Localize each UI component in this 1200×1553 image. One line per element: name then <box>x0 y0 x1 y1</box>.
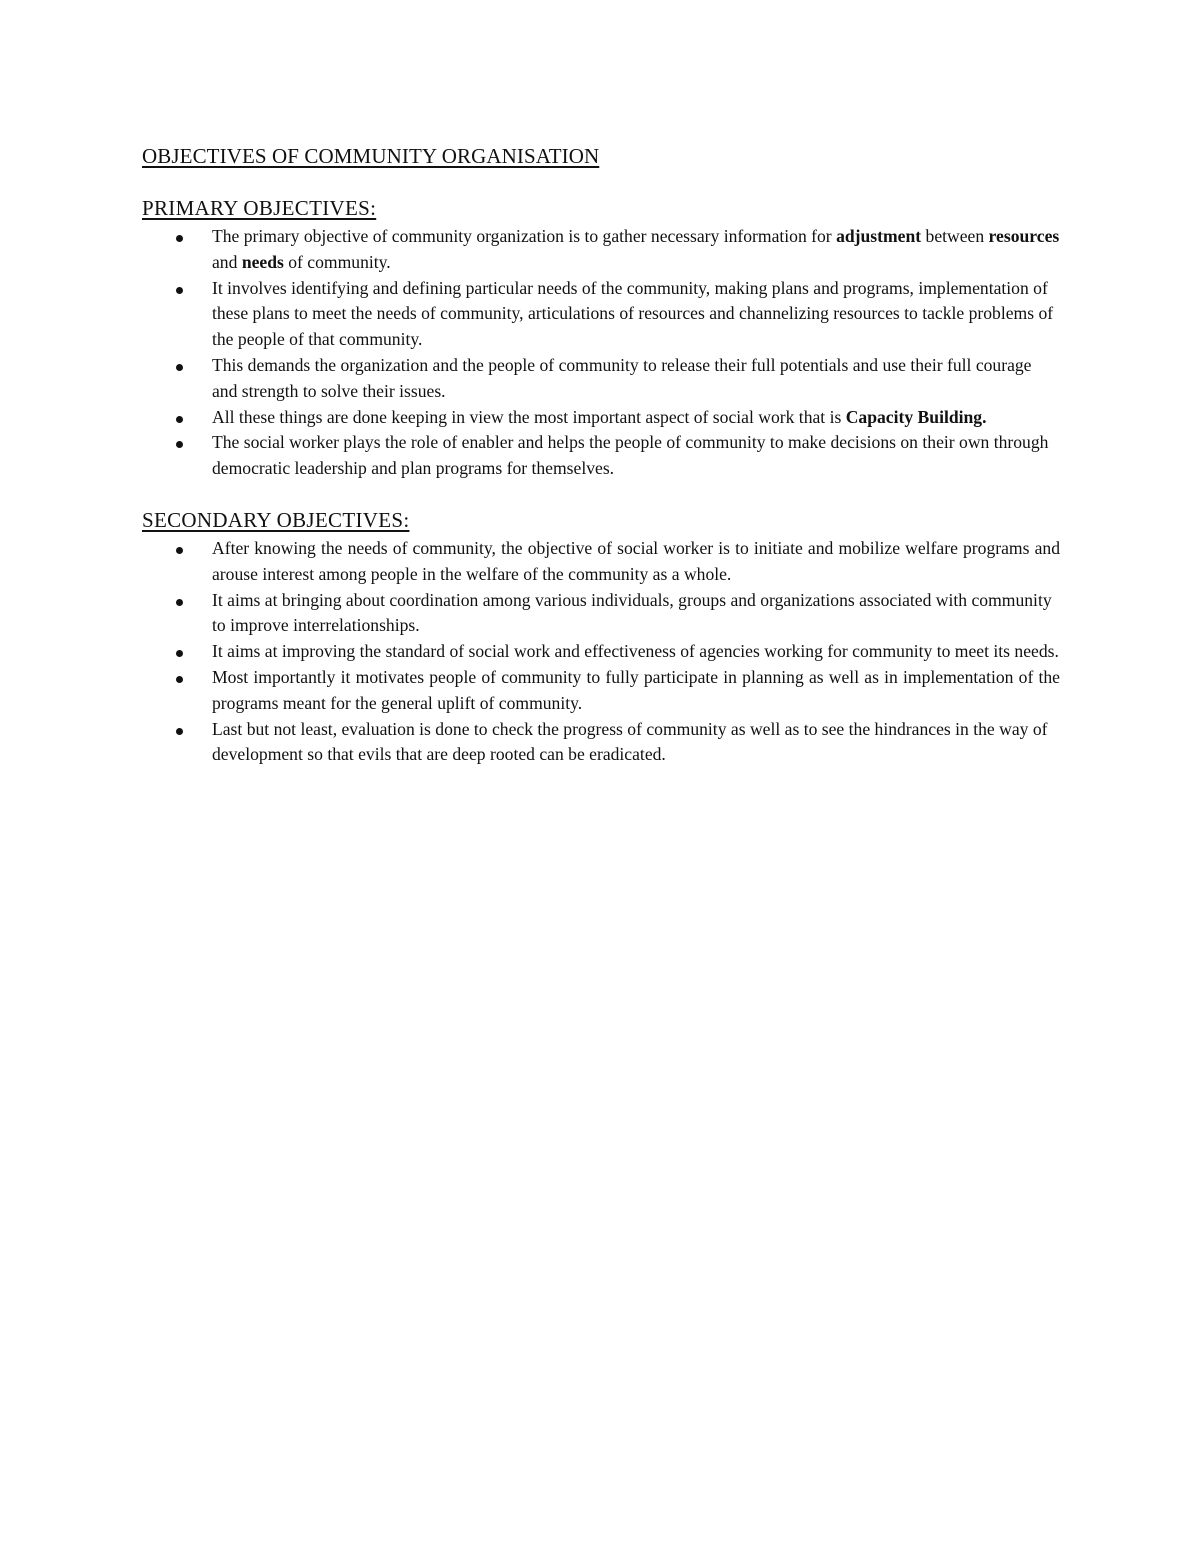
item-text: Last but not least, evaluation is done to check the progress of community as well as to see the hindrances in the way of development so that evils that are deep rooted can be eradicated. <box>212 718 1048 765</box>
item-text: It aims at bringing about coordination among various individuals, groups and organizations associated with community to improve interrelationships. <box>212 589 1052 636</box>
secondary-objectives-heading: SECONDARY OBJECTIVES: <box>142 507 410 532</box>
item-text: Most importantly it motivates people of community to fully participate in planning as well as in implementation of the programs meant for the general uplift of community. <box>212 666 1060 713</box>
bullet-icon <box>176 676 183 683</box>
primary-objectives-list <box>142 224 1060 482</box>
list-item <box>142 430 1060 482</box>
bullet-icon <box>176 728 183 735</box>
item-text: between <box>921 226 989 246</box>
item-text: All these things are done keeping in view the most important aspect of social work that is <box>212 406 846 427</box>
secondary-objectives-list <box>142 536 1060 768</box>
document-body <box>142 140 1060 768</box>
bullet-icon <box>176 364 183 371</box>
item-text: It aims at improving the standard of social work and effectiveness of agencies working for community to meet its needs. <box>212 641 1059 662</box>
document-title: OBJECTIVES OF COMMUNITY ORGANISATION <box>142 144 600 168</box>
bullet-icon <box>176 235 183 242</box>
item-text: After knowing the needs of community, the objective of social worker is to initiate and mobilize welfare programs and arouse interest among people in the welfare of the community as a whole. <box>212 537 1060 584</box>
list-item <box>142 276 1060 353</box>
list-item <box>142 639 1060 665</box>
list-item <box>142 717 1060 769</box>
list-item <box>142 405 1060 431</box>
bullet-icon <box>176 650 183 657</box>
bold-term-needs: needs <box>241 251 284 272</box>
item-text: The primary objective of community organization is to gather necessary information for <box>212 226 837 246</box>
list-item <box>142 224 1060 276</box>
list-item <box>142 588 1060 640</box>
list-item <box>142 665 1060 717</box>
list-item <box>142 536 1060 588</box>
bold-term-adjustment: adjustment <box>836 226 922 246</box>
item-text: The social worker plays the role of enabler and helps the people of community to make decisions on their own through democratic leadership and plan programs for themselves. <box>212 432 1049 479</box>
bullet-icon <box>176 547 183 554</box>
item-text: It involves identifying and defining particular needs of the community, making plans and programs, implementation of these plans to meet the needs of community, articulations of resources and channelizing resources to tackle problems of the people of that community. <box>212 277 1054 350</box>
primary-objectives-heading: PRIMARY OBJECTIVES: <box>142 196 377 220</box>
bullet-icon <box>176 287 183 294</box>
bullet-icon <box>176 599 183 606</box>
item-text: This demands the organization and the people of community to release their full potentials and use their full courage and strength to solve their issues. <box>212 354 1032 401</box>
list-item <box>142 353 1060 405</box>
bold-term-capacity-building: Capacity Building. <box>845 406 987 427</box>
item-text: of community. <box>283 251 391 272</box>
item-text: and <box>212 251 242 272</box>
bullet-icon <box>176 416 183 423</box>
bold-term-resources: resources <box>988 226 1060 246</box>
bullet-icon <box>176 441 183 448</box>
